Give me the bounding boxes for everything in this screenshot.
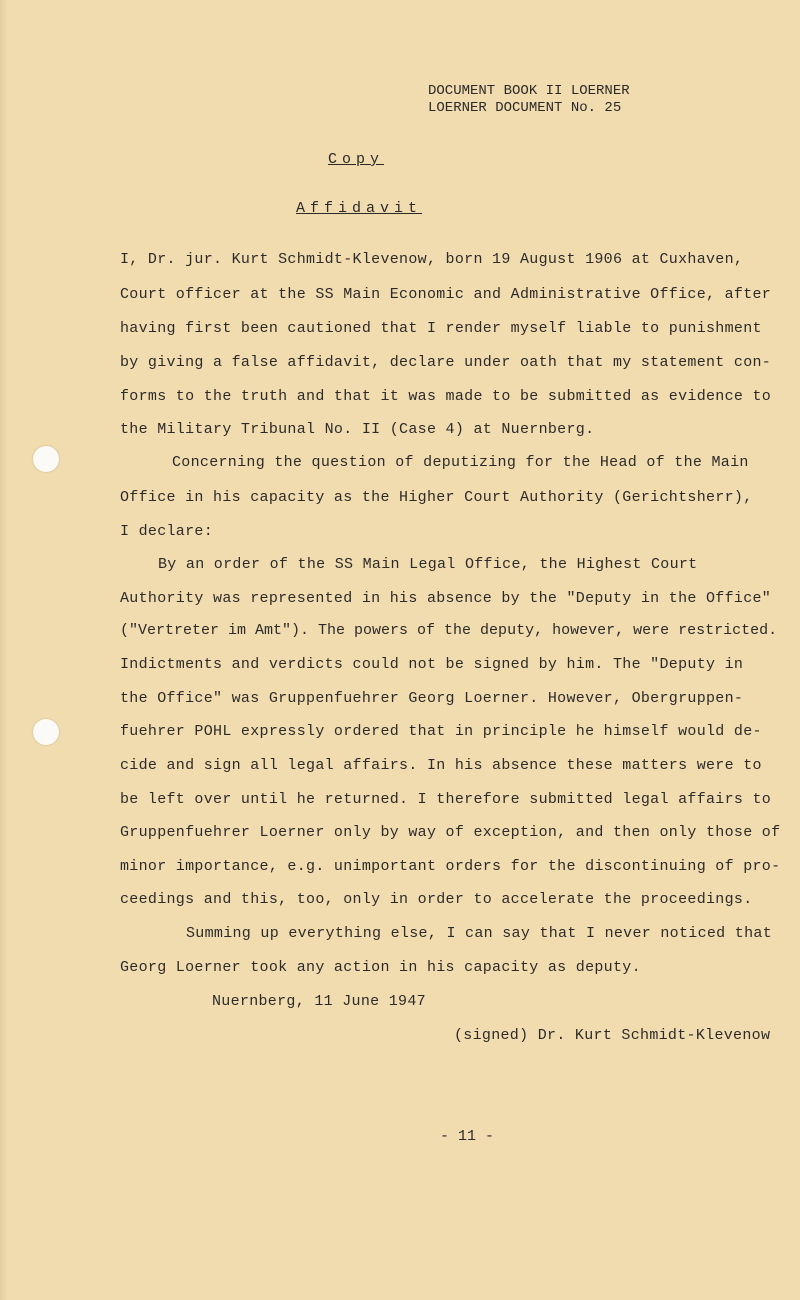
- body-line: By an order of the SS Main Legal Office, the Highest Court: [158, 556, 698, 573]
- body-line: be left over until he returned. I therefore submitted legal affairs to: [120, 791, 772, 808]
- page-edge: [0, 0, 8, 1300]
- page-number: - 11 -: [440, 1128, 495, 1145]
- body-line: fuehrer POHL expressly ordered that in principle he himself would de-: [120, 723, 762, 740]
- body-line: the Military Tribunal No. II (Case 4) at Nuernberg.: [120, 421, 595, 438]
- body-line: Indictments and verdicts could not be signed by him. The "Deputy in: [120, 656, 744, 673]
- body-line: Concerning the question of deputizing for the Head of the Main: [172, 454, 749, 471]
- body-line: having first been cautioned that I render myself liable to punishment: [120, 320, 762, 337]
- body-line: Authority was represented in his absence by the "Deputy in the Office": [120, 590, 772, 607]
- body-line: minor importance, e.g. unimportant orders for the discontinuing of pro-: [120, 858, 781, 875]
- body-line: Office in his capacity as the Higher Court Authority (Gerichtsherr),: [120, 489, 753, 506]
- body-line: the Office" was Gruppenfuehrer Georg Loerner. However, Obergruppen-: [120, 690, 744, 707]
- copy-heading: Copy: [328, 151, 385, 168]
- punch-hole: [33, 719, 59, 745]
- body-line: Court officer at the SS Main Economic and Administrative Office, after: [120, 286, 772, 303]
- body-line: I, Dr. jur. Kurt Schmidt-Klevenow, born 19 August 1906 at Cuxhaven,: [120, 251, 744, 268]
- body-line: Gruppenfuehrer Loerner only by way of exception, and then only those of: [120, 824, 781, 841]
- document-book-reference: DOCUMENT BOOK II LOERNER: [428, 83, 630, 99]
- body-line: ("Vertreter im Amt"). The powers of the deputy, however, were restricted.: [120, 622, 778, 639]
- body-line: by giving a false affidavit, declare under oath that my statement con-: [120, 354, 772, 371]
- affidavit-heading: Affidavit: [296, 200, 423, 217]
- place-date: Nuernberg, 11 June 1947: [212, 993, 426, 1010]
- body-line: Summing up everything else, I can say that I never noticed that: [186, 925, 772, 942]
- body-line: I declare:: [120, 523, 214, 540]
- body-line: forms to the truth and that it was made to be submitted as evidence to: [120, 388, 772, 405]
- body-line: ceedings and this, too, only in order to accelerate the proceedings.: [120, 891, 753, 908]
- signature-line: (signed) Dr. Kurt Schmidt-Klevenow: [454, 1027, 771, 1044]
- punch-hole: [33, 446, 59, 472]
- body-line: Georg Loerner took any action in his capacity as deputy.: [120, 959, 641, 976]
- document-number-reference: LOERNER DOCUMENT No. 25: [428, 100, 622, 116]
- body-line: cide and sign all legal affairs. In his absence these matters were to: [120, 757, 762, 774]
